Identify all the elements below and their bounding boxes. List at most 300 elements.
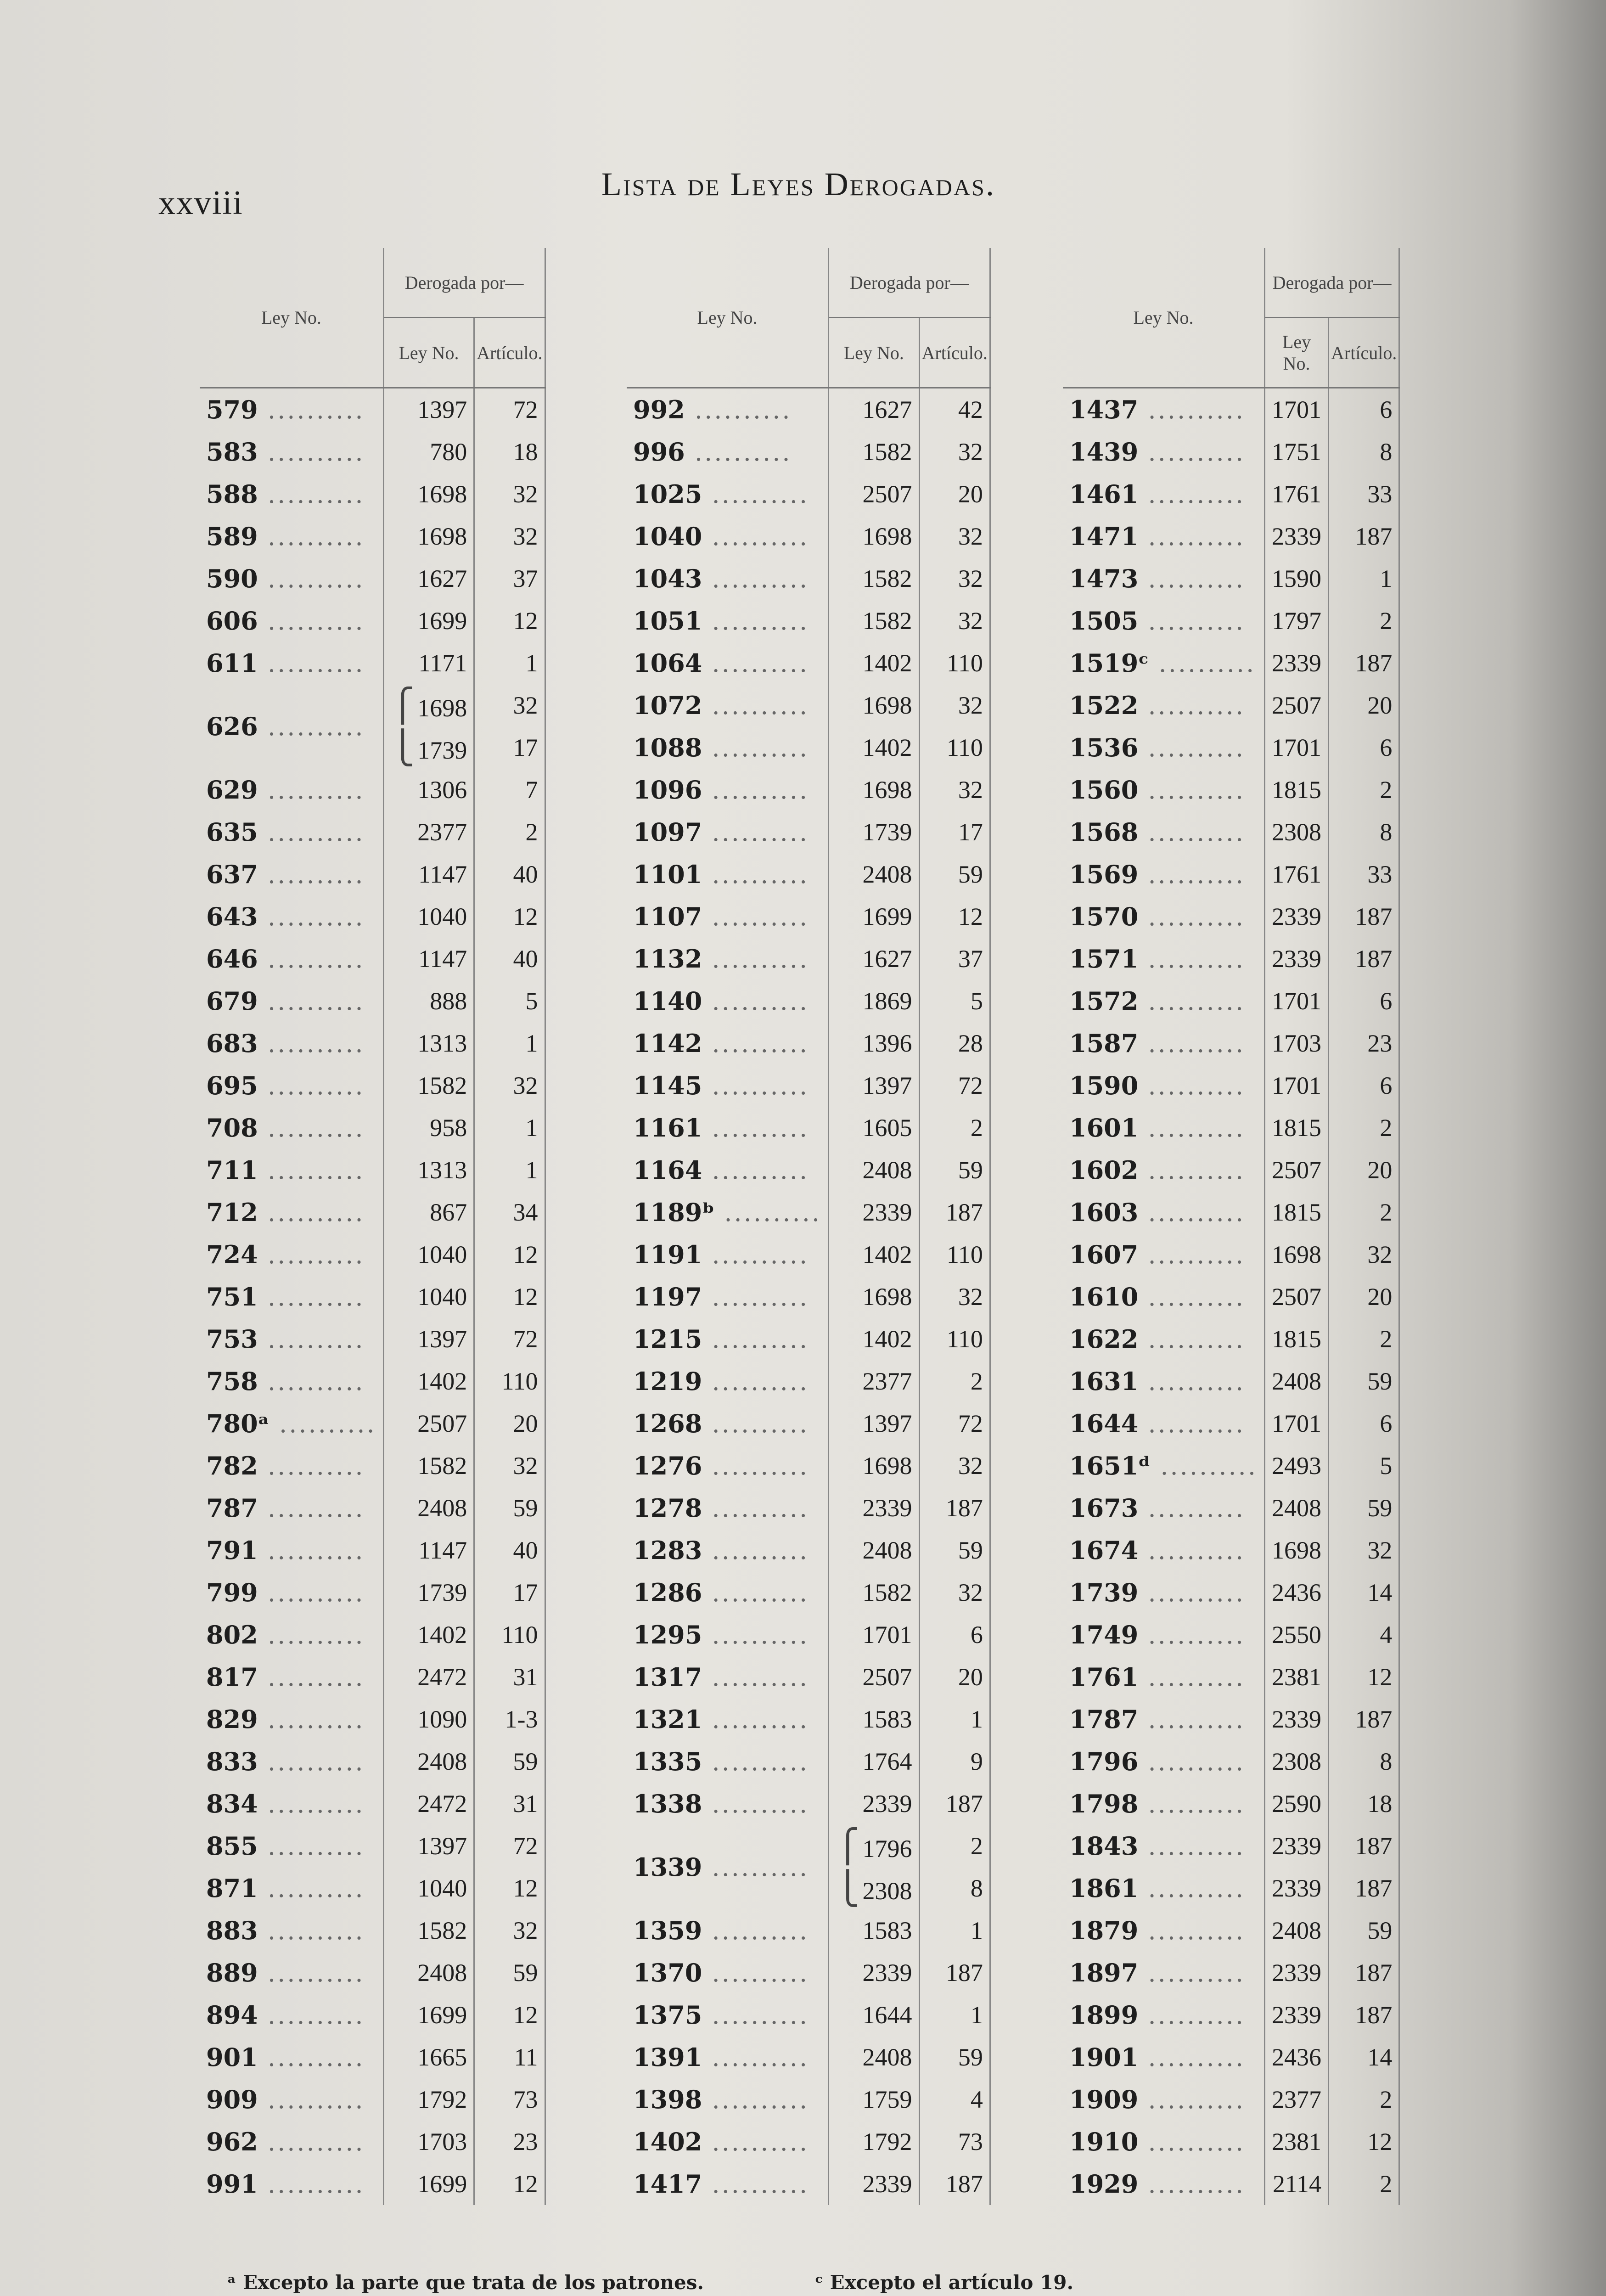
dot-leader: .......... xyxy=(702,1156,809,1185)
article-number: 32 xyxy=(513,1072,538,1099)
dot-leader: .......... xyxy=(1138,1283,1246,1311)
article-cell xyxy=(919,2036,990,2078)
table-row xyxy=(200,1402,545,1445)
repealing-law-number: 1402 xyxy=(417,1367,467,1395)
law-number-cell xyxy=(1063,642,1265,684)
footnotes-right xyxy=(815,2268,1443,2296)
article-number: 7 xyxy=(525,776,538,804)
dot-leader: .......... xyxy=(258,395,365,424)
header-sub-articulo: Artículo. xyxy=(474,318,545,388)
table-row xyxy=(200,473,545,515)
law-number-cell xyxy=(200,515,383,557)
table-row xyxy=(627,557,990,600)
article-cell xyxy=(1329,2036,1399,2078)
repealing-law-cell xyxy=(383,642,474,684)
repealing-law-cell xyxy=(383,1571,474,1614)
article-number: 59 xyxy=(1367,1494,1393,1522)
article-cell xyxy=(919,1698,990,1740)
law-number: 1879 xyxy=(1069,1916,1139,1945)
law-number-cell xyxy=(1063,2036,1265,2078)
article-cell xyxy=(474,1952,545,1994)
article-number: 6 xyxy=(1380,396,1393,423)
law-number: 758 xyxy=(206,1367,258,1396)
dot-leader: .......... xyxy=(1138,1874,1246,1903)
repealing-law-cell xyxy=(829,811,920,853)
repealing-law-number: 2408 xyxy=(1272,1494,1322,1522)
dot-leader: .......... xyxy=(258,1621,365,1649)
repealing-law-number: 780 xyxy=(430,438,467,466)
dot-leader: .......... xyxy=(1138,564,1246,593)
law-number-cell xyxy=(200,2078,383,2121)
law-number: 1568 xyxy=(1069,817,1139,847)
law-number-cell xyxy=(1063,473,1265,515)
article-number: 34 xyxy=(513,1199,538,1226)
article-number: 187 xyxy=(1355,523,1393,550)
law-number: 1142 xyxy=(633,1029,702,1058)
repealing-law-number: 2507 xyxy=(1272,1283,1322,1311)
dot-leader: .......... xyxy=(702,1621,809,1649)
law-number-cell xyxy=(627,2078,829,2121)
law-number-cell xyxy=(627,895,829,938)
table-row xyxy=(1063,1149,1399,1191)
repealing-law-number: 2339 xyxy=(1272,1705,1322,1733)
repealing-law-cell xyxy=(1265,2036,1329,2078)
repealing-law-cell xyxy=(829,600,920,642)
law-number: 829 xyxy=(206,1705,258,1734)
law-number: 1375 xyxy=(633,2000,702,2030)
repealing-law-number: 1396 xyxy=(862,1030,912,1057)
article-number: 110 xyxy=(501,1367,538,1395)
law-number: 1761 xyxy=(1069,1662,1139,1692)
law-number-cell xyxy=(200,388,383,431)
law-number-cell xyxy=(627,2163,829,2205)
dot-leader: .......... xyxy=(702,1536,809,1565)
table-row xyxy=(1063,1614,1399,1656)
article-cell xyxy=(474,1064,545,1107)
repealing-law-number: 1759 xyxy=(862,2086,912,2113)
law-number: 1610 xyxy=(1069,1282,1139,1311)
law-number-cell xyxy=(627,980,829,1022)
article-number: 40 xyxy=(513,861,538,888)
article-number: 2 xyxy=(1380,2086,1393,2113)
law-number-cell xyxy=(200,557,383,600)
law-number: 1739 xyxy=(1069,1578,1139,1607)
repealing-law-number: 2408 xyxy=(1272,1367,1322,1395)
law-number: 635 xyxy=(206,817,258,847)
repealing-law-number: 1701 xyxy=(1272,987,1322,1015)
dot-leader: .......... xyxy=(258,1029,365,1058)
law-number-cell xyxy=(200,1656,383,1698)
law-number: 1219 xyxy=(633,1367,702,1396)
law-number-cell xyxy=(200,895,383,938)
repealing-law-cell xyxy=(1265,1191,1329,1233)
article-number: 72 xyxy=(513,396,538,423)
table-row xyxy=(1063,1994,1399,2036)
repealing-law-number: 2339 xyxy=(1272,1874,1322,1902)
article-number: 2 xyxy=(970,1114,983,1142)
repealing-law-cell xyxy=(1265,1783,1329,1825)
article-cell xyxy=(474,1276,545,1318)
repealing-law-cell xyxy=(829,1022,920,1064)
dot-leader: .......... xyxy=(1138,1916,1246,1945)
law-number: 1536 xyxy=(1069,733,1139,762)
article-number: 110 xyxy=(501,1621,538,1649)
repealing-law-number: 1698 xyxy=(862,692,912,719)
repealing-law-cell xyxy=(1265,431,1329,473)
article-number: 40 xyxy=(513,1536,538,1564)
repealing-law-number: 2436 xyxy=(1272,2043,1322,2071)
repealing-law-number: 1792 xyxy=(417,2086,467,2113)
repealing-law-number: 2339 xyxy=(862,1199,912,1226)
table-row xyxy=(200,2078,545,2121)
law-number-cell xyxy=(627,1233,829,1276)
dot-leader: .......... xyxy=(1138,1156,1246,1185)
dot-leader: .......... xyxy=(702,1452,809,1480)
table-row xyxy=(627,388,990,431)
dot-leader: .......... xyxy=(1138,1114,1246,1142)
table-row xyxy=(627,1529,990,1571)
repealing-law-cell xyxy=(1265,1571,1329,1614)
repealing-law-cell xyxy=(829,557,920,600)
repealing-law-cell xyxy=(383,811,474,853)
law-number-cell xyxy=(1063,726,1265,769)
article-cell xyxy=(474,1233,545,1276)
dot-leader: .......... xyxy=(1138,1325,1246,1354)
law-number: 1107 xyxy=(633,902,702,931)
article-cell xyxy=(474,1909,545,1952)
law-number: 1101 xyxy=(633,860,702,889)
article-number: 59 xyxy=(958,2043,983,2071)
table-row xyxy=(627,1487,990,1529)
repealing-law-number: 958 xyxy=(430,1114,467,1142)
laws-table-1 xyxy=(200,248,546,2205)
repealing-law-number: 1698 xyxy=(417,694,467,722)
article-number: 8 xyxy=(1380,818,1393,846)
repealing-law-number: 1699 xyxy=(417,607,467,635)
article-number: 20 xyxy=(1367,1283,1393,1311)
article-number: 14 xyxy=(1367,1579,1393,1606)
repealing-law-cell xyxy=(829,515,920,557)
law-number-cell xyxy=(200,2121,383,2163)
law-number: 626 xyxy=(206,712,258,741)
repealing-law-number: 1701 xyxy=(1272,734,1322,761)
law-number-cell xyxy=(1063,1614,1265,1656)
law-number-cell xyxy=(627,1022,829,1064)
dot-leader: .......... xyxy=(258,438,365,467)
law-number: 833 xyxy=(206,1747,258,1776)
article-cell xyxy=(474,1191,545,1233)
article-number: 2 xyxy=(1380,1199,1393,1226)
repealing-law-number: 2308 xyxy=(1272,1748,1322,1775)
law-number-cell xyxy=(1063,1529,1265,1571)
law-number-cell xyxy=(627,1402,829,1445)
repealing-law-cell xyxy=(383,1064,474,1107)
law-number: 1295 xyxy=(633,1620,702,1649)
table-row xyxy=(1063,938,1399,980)
law-number-cell xyxy=(627,1909,829,1952)
dot-leader: .......... xyxy=(258,1283,365,1311)
law-number-cell xyxy=(1063,1360,1265,1402)
article-cell xyxy=(919,980,990,1022)
law-number: 1601 xyxy=(1069,1113,1139,1142)
repealing-law-number: 2408 xyxy=(417,1748,467,1775)
law-number-cell xyxy=(200,1952,383,1994)
law-number: 1587 xyxy=(1069,1029,1139,1058)
article-number: 28 xyxy=(958,1030,983,1057)
article-number: 20 xyxy=(1367,692,1393,719)
law-number: 1929 xyxy=(1069,2169,1139,2199)
dot-leader: .......... xyxy=(1138,1367,1246,1396)
dot-leader: .......... xyxy=(1138,733,1246,762)
law-number-cell xyxy=(1063,388,1265,431)
article-number: 32 xyxy=(958,776,983,804)
law-number: 871 xyxy=(206,1874,258,1903)
dot-leader: .......... xyxy=(702,1240,809,1269)
article-number: 11 xyxy=(514,2043,538,2071)
table-row xyxy=(200,769,545,811)
table-row xyxy=(1063,1571,1399,1614)
law-number-cell xyxy=(200,1487,383,1529)
law-number-cell xyxy=(1063,1909,1265,1952)
article-number: 8 xyxy=(1380,1748,1393,1775)
repealing-law-number: 2339 xyxy=(862,2170,912,2198)
dot-leader: .......... xyxy=(685,438,792,467)
dot-leader: .......... xyxy=(702,2170,809,2199)
article-number: 37 xyxy=(958,945,983,973)
repealing-law-cell xyxy=(383,1783,474,1825)
repealing-law-number: 2339 xyxy=(862,1790,912,1818)
article-cell xyxy=(474,726,545,769)
repealing-law-cell xyxy=(829,1867,920,1909)
footnotes-left xyxy=(227,2268,704,2296)
table-row xyxy=(200,1698,545,1740)
table-row xyxy=(1063,726,1399,769)
repealing-law-number: 1699 xyxy=(862,903,912,930)
article-cell xyxy=(919,473,990,515)
dot-leader: .......... xyxy=(1138,860,1246,889)
table-row xyxy=(627,1952,990,1994)
law-number: 1025 xyxy=(633,479,702,509)
dot-leader: .......... xyxy=(702,1029,809,1058)
table-row xyxy=(200,1064,545,1107)
law-number-cell xyxy=(1063,431,1265,473)
article-cell xyxy=(1329,1064,1399,1107)
article-cell xyxy=(919,1191,990,1233)
law-number: 1673 xyxy=(1069,1493,1139,1523)
repealing-law-number: 1040 xyxy=(417,1241,467,1268)
repealing-law-cell xyxy=(1265,1064,1329,1107)
dot-leader: .......... xyxy=(258,776,365,805)
repealing-law-number: 1815 xyxy=(1272,776,1322,804)
dot-leader: .......... xyxy=(258,1114,365,1142)
table-row xyxy=(627,769,990,811)
article-number: 6 xyxy=(1380,987,1393,1015)
law-number: 1161 xyxy=(633,1113,702,1142)
article-cell xyxy=(474,1994,545,2036)
law-number-cell xyxy=(200,1740,383,1783)
article-number: 8 xyxy=(1380,438,1393,466)
dot-leader: .......... xyxy=(1138,902,1246,931)
article-number: 1 xyxy=(970,1705,983,1733)
article-number: 18 xyxy=(1367,1790,1393,1818)
law-number: 1651ᵈ xyxy=(1069,1451,1151,1480)
repealing-law-number: 1147 xyxy=(418,1536,467,1564)
article-cell xyxy=(919,515,990,557)
article-cell xyxy=(919,1022,990,1064)
repealing-law-number: 2308 xyxy=(862,1877,912,1905)
dot-leader: .......... xyxy=(1138,1409,1246,1438)
article-cell xyxy=(1329,431,1399,473)
dot-leader: .......... xyxy=(258,1663,365,1692)
repealing-law-cell xyxy=(383,1318,474,1360)
law-number: 606 xyxy=(206,606,258,636)
article-number: 72 xyxy=(958,1410,983,1437)
article-cell xyxy=(919,1994,990,2036)
article-number: 187 xyxy=(945,2170,983,2198)
law-number-cell xyxy=(627,1107,829,1149)
table-row xyxy=(627,1445,990,1487)
law-number-cell xyxy=(627,2121,829,2163)
table-row xyxy=(1063,1360,1399,1402)
article-number: 20 xyxy=(958,480,983,508)
dot-leader: .......... xyxy=(702,1790,809,1818)
article-cell xyxy=(919,1952,990,1994)
table-row xyxy=(627,515,990,557)
table-row xyxy=(627,1233,990,1276)
repealing-law-number: 1627 xyxy=(862,945,912,973)
article-cell xyxy=(1329,1233,1399,1276)
table-row xyxy=(627,2121,990,2163)
table-row xyxy=(200,1360,545,1402)
repealing-law-cell xyxy=(1265,473,1329,515)
repealing-law-cell xyxy=(1265,2121,1329,2163)
repealing-law-cell xyxy=(383,980,474,1022)
law-number-cell xyxy=(200,1318,383,1360)
repealing-law-cell xyxy=(829,1529,920,1571)
law-number-cell xyxy=(627,769,829,811)
article-number: 12 xyxy=(513,2001,538,2029)
article-cell xyxy=(474,1529,545,1571)
law-number-cell xyxy=(1063,1571,1265,1614)
header-derogada-por: Derogada por— xyxy=(383,248,545,318)
header-derogada-por: Derogada por— xyxy=(1265,248,1399,318)
article-number: 32 xyxy=(958,438,983,466)
repealing-law-cell xyxy=(829,642,920,684)
law-number-cell xyxy=(200,1276,383,1318)
repealing-law-number: 1397 xyxy=(862,1072,912,1099)
article-cell xyxy=(919,1149,990,1191)
repealing-law-cell xyxy=(829,1064,920,1107)
law-number-cell xyxy=(627,1064,829,1107)
repealing-law-cell xyxy=(1265,1318,1329,1360)
header-sub-articulo: Artículo. xyxy=(919,318,990,388)
repealing-law-cell xyxy=(829,2121,920,2163)
repealing-law-number: 2507 xyxy=(1272,692,1322,719)
dot-leader: .......... xyxy=(1138,776,1246,805)
table-row xyxy=(1063,853,1399,895)
article-number: 59 xyxy=(958,1156,983,1184)
law-number-cell xyxy=(1063,1233,1265,1276)
table-row xyxy=(1063,600,1399,642)
table-row xyxy=(200,895,545,938)
repealing-law-cell xyxy=(1265,600,1329,642)
repealing-law-number: 1761 xyxy=(1272,861,1322,888)
repealing-law-number: 1040 xyxy=(417,1874,467,1902)
law-number-cell xyxy=(627,388,829,431)
repealing-law-number: 1306 xyxy=(417,776,467,804)
repealing-law-cell xyxy=(1265,1022,1329,1064)
table-row xyxy=(627,811,990,853)
table-block-1 xyxy=(200,248,546,2205)
repealing-law-number: 2550 xyxy=(1272,1621,1322,1649)
brace-icon: ⎧ xyxy=(390,688,415,724)
law-number-cell xyxy=(627,642,829,684)
repealing-law-number: 2408 xyxy=(417,1494,467,1522)
article-number: 187 xyxy=(1355,945,1393,973)
article-number: 2 xyxy=(1380,776,1393,804)
law-number-cell xyxy=(627,1783,829,1825)
article-number: 72 xyxy=(513,1325,538,1353)
dot-leader: .......... xyxy=(1138,945,1246,974)
repealing-law-cell xyxy=(1265,1952,1329,1994)
table-row xyxy=(200,1107,545,1149)
law-number-cell xyxy=(1063,1994,1265,2036)
repealing-law-cell xyxy=(829,2036,920,2078)
table-row xyxy=(1063,2078,1399,2121)
law-number: 1215 xyxy=(633,1324,702,1354)
article-number: 14 xyxy=(1367,2043,1393,2071)
table-row xyxy=(1063,1276,1399,1318)
law-number: 901 xyxy=(206,2043,258,2072)
table-row xyxy=(200,980,545,1022)
law-number-cell xyxy=(200,1445,383,1487)
article-number: 1 xyxy=(1380,565,1393,592)
article-cell xyxy=(474,1022,545,1064)
law-number: 1901 xyxy=(1069,2043,1139,2072)
article-number: 187 xyxy=(945,1959,983,1986)
article-cell xyxy=(919,769,990,811)
table-row xyxy=(200,684,545,726)
repealing-law-number: 1698 xyxy=(862,1283,912,1311)
repealing-law-number: 2377 xyxy=(1272,2086,1322,2113)
article-cell xyxy=(1329,2121,1399,2163)
law-number: 708 xyxy=(206,1113,258,1142)
article-cell xyxy=(1329,557,1399,600)
law-number-cell xyxy=(1063,938,1265,980)
dot-leader: .......... xyxy=(702,733,809,762)
dot-leader: .......... xyxy=(258,1536,365,1565)
article-number: 2 xyxy=(1380,1325,1393,1353)
article-cell xyxy=(474,1740,545,1783)
law-number-cell xyxy=(200,1698,383,1740)
article-number: 73 xyxy=(513,2086,538,2113)
article-cell xyxy=(1329,2078,1399,2121)
law-number: 1145 xyxy=(633,1071,702,1100)
dot-leader: .......... xyxy=(1138,1705,1246,1734)
footnote-c: ᶜ Excepto el artículo 19. xyxy=(815,2271,1074,2294)
article-cell xyxy=(919,1107,990,1149)
repealing-law-cell xyxy=(383,1402,474,1445)
dot-leader: .......... xyxy=(1138,1747,1246,1776)
repealing-law-cell xyxy=(829,1149,920,1191)
law-number: 1572 xyxy=(1069,986,1139,1016)
table-row xyxy=(627,895,990,938)
table-row xyxy=(627,1571,990,1614)
repealing-law-cell xyxy=(829,1952,920,1994)
repealing-law-cell xyxy=(829,1571,920,1614)
repealing-law-cell xyxy=(383,431,474,473)
repealing-law-cell xyxy=(1265,515,1329,557)
